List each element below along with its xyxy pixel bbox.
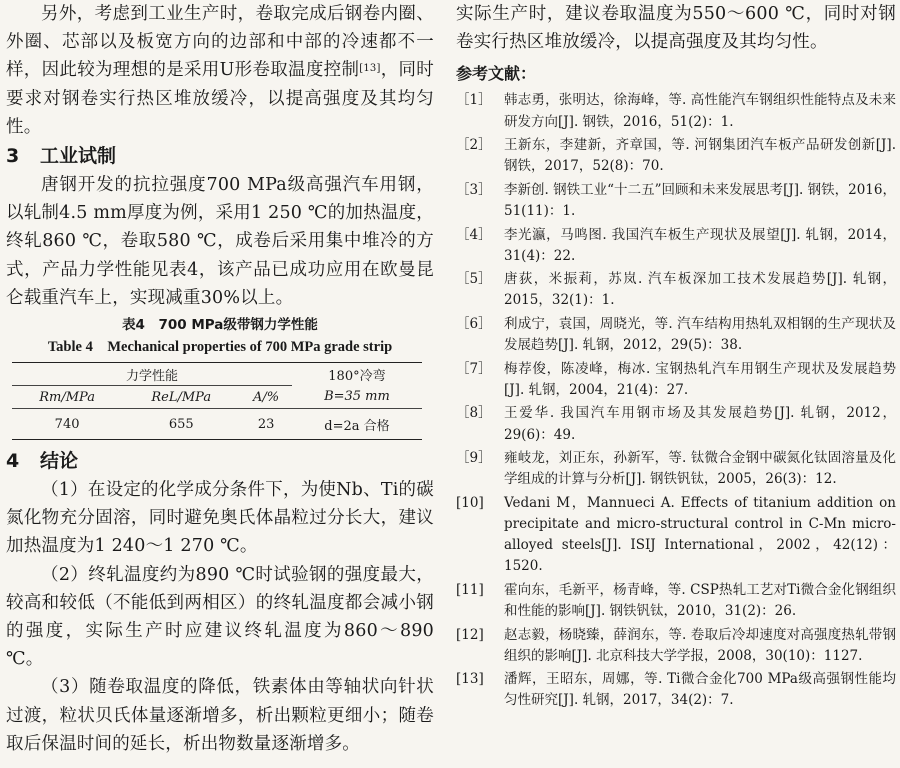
table-caption-zh: 表4 700 MPa级带钢力学性能 xyxy=(122,317,318,334)
reference-text: 唐荻，米振莉，苏岚. 汽车板深加工技术发展趋势[J]. 轧钢，2015，32(1)：1. xyxy=(504,271,896,309)
reference-item xyxy=(456,225,896,267)
reference-item xyxy=(456,669,896,711)
reference-number: [13] xyxy=(456,671,484,688)
reference-text: 潘辉，王昭东，周娜，等. Ti微合金化700 MPa级高强钢性能均匀性研究[J]. 轧钢，2017，34(2)：7. xyxy=(504,671,896,709)
mechanical-properties-table xyxy=(12,362,422,440)
reference-number: ［9］ xyxy=(456,450,492,467)
reference-text: 韩志勇，张明达，徐海峰，等. 高性能汽车钢组织性能特点及未来研发方向[J]. 钢铁，2016，51(2)：1. xyxy=(504,92,896,130)
reference-item xyxy=(456,403,896,445)
left-column xyxy=(6,0,434,758)
intro-text: 另外，考虑到工业生产时，卷取完成后钢卷内圈、外圈、芯部以及板宽方向的边部和中部的冷速都不一样，因此较为理想的是采用U形卷取温度控制 xyxy=(6,4,434,81)
right-column xyxy=(456,0,896,714)
reference-item xyxy=(456,314,896,356)
section-4-heading xyxy=(6,446,434,476)
references-title: 参考文献： xyxy=(456,64,537,84)
a-value: 23 xyxy=(240,409,292,440)
reference-item xyxy=(456,580,896,622)
bend-header-cell: 180°冷弯 xyxy=(292,363,422,386)
continuation-paragraph: 实际生产时，建议卷取温度为550～600 ℃，同时对钢卷实行热区堆放缓冷，以提高强度及其均匀性。 xyxy=(456,4,896,53)
reference-item xyxy=(456,135,896,177)
intro-text-end: ，同时要求对钢卷实行热区堆放缓冷，以提高强度及其均匀性。 xyxy=(6,60,434,137)
section-title: 结论 xyxy=(40,450,79,473)
conclusion-2: （2）终轧温度约为890 ℃时试验钢的强度最大，较高和较低（不能低到两相区）的终轧温度都会减小钢的强度，实际生产时应建议终轧温度为860～890 ℃。 xyxy=(6,564,434,670)
reference-text: 雍岐龙，刘正东，孙新军，等. 钛微合金钢中碳氮化钛固溶量及化学组成的计算与分析[J]. 钢铁钒钛，2005，26(3)：12. xyxy=(504,450,896,488)
reference-text: 梅荐俊，陈凌峰，梅冰. 宝钢热轧汽车用钢生产现状及发展趋势[J]. 轧钢，2004，21(4)：27. xyxy=(504,360,896,398)
reference-number: ［8］ xyxy=(456,405,492,422)
section-title: 工业试制 xyxy=(40,145,117,168)
reference-item xyxy=(456,180,896,222)
group-header-cell: 力学性能 xyxy=(12,363,292,386)
reference-number: ［5］ xyxy=(456,271,492,288)
reference-number: ［7］ xyxy=(456,360,492,377)
references-list xyxy=(456,90,896,711)
reference-text: 赵志毅，杨晓臻，薛润东，等. 卷取后冷却速度对高强度热轧带钢组织的影响[J]. 北京科技大学学报，2008，30(10)：1127. xyxy=(504,626,896,664)
col-rm-cell: Rm/MPa xyxy=(12,386,122,409)
reference-item xyxy=(456,269,896,311)
col-b-cell: B=35 mm xyxy=(292,386,422,409)
col-a-cell: A/% xyxy=(240,386,292,409)
reference-number: ［3］ xyxy=(456,181,492,198)
reference-text: 王爱华. 我国汽车用钢市场及其发展趋势[J]. 轧钢，2012，29(6)：49. xyxy=(504,405,896,443)
reference-item xyxy=(456,493,896,578)
table-row xyxy=(12,409,422,440)
section-number: 4 xyxy=(6,450,20,473)
reference-item xyxy=(456,625,896,667)
table-subheader-row xyxy=(12,386,422,409)
conclusion-1: （1）在设定的化学成分条件下，为使Nb、Ti的碳氮化物充分固溶，同时避免奥氏体晶粒过分长大，建议加热温度为1 240～1 270 ℃。 xyxy=(6,480,434,557)
reference-text: 利成宁，袁国，周晓光，等. 汽车结构用热轧双相钢的生产现状及发展趋势[J]. 轧钢，2012，29(5)：38. xyxy=(504,315,896,354)
reference-number: ［6］ xyxy=(456,315,492,332)
rm-value: 740 xyxy=(12,409,122,440)
reference-number: [10] xyxy=(456,494,484,511)
reference-number: [11] xyxy=(456,581,484,598)
table-header-row xyxy=(12,363,422,386)
table-caption-en: Table 4 Mechanical properties of 700 MPa grade strip xyxy=(47,339,393,356)
reference-item xyxy=(456,359,896,401)
reference-text: 李光瀛，马鸣图. 我国汽车板生产现状及展望[J]. 轧钢，2014，31(4)：22. xyxy=(504,226,896,264)
reference-number: ［2］ xyxy=(456,137,492,154)
reference-text: Vedani M，Mannueci A. Effects of titanium addition on precipitate and micro-structural control in C-Mn micro-alloyed steels[J]. ISIJ International，2002，42(12)：1520. xyxy=(504,494,896,575)
reference-number: ［4］ xyxy=(456,226,492,243)
reference-item xyxy=(456,90,896,132)
section-number: 3 xyxy=(6,145,20,168)
intro-paragraph xyxy=(6,0,434,141)
section-3-heading xyxy=(6,141,434,171)
section-3-paragraph: 唐钢开发的抗拉强度700 MPa级高强汽车用钢，以轧制4.5 mm厚度为例，采用1 250 ℃的加热温度，终轧860 ℃，卷取580 ℃，成卷后采用集中堆冷的方式，产品力学性能见表4，该产品已成功应用在欧曼昆仑载重汽车上，实现减重30%以上。 xyxy=(6,175,434,308)
citation-marker[interactable]: [13] xyxy=(359,63,381,75)
reference-number: [12] xyxy=(456,626,484,643)
reference-text: 霍向东，毛新平，杨青峰，等. CSP热轧工艺对Ti微合金化钢组织和性能的影响[J]. 钢铁钒钛，2010，31(2)：26. xyxy=(504,581,896,620)
rel-value: 655 xyxy=(122,409,240,440)
reference-number: ［1］ xyxy=(456,92,492,109)
reference-text: 王新东，李建新，齐章国，等. 河钢集团汽车板产品研发创新[J]. 钢铁，2017，52(8)：70. xyxy=(504,137,896,175)
conclusion-3: （3）随卷取温度的降低，铁素体由等轴状向针状过渡，粒状贝氏体量逐渐增多，析出颗粒更细小；随卷取后保温时间的延长，析出物数量逐渐增多。 xyxy=(6,677,434,754)
bend-value: d=2a 合格 xyxy=(292,409,422,440)
col-rel-cell: ReL/MPa xyxy=(122,386,240,409)
reference-item xyxy=(456,448,896,490)
reference-text: 李新创. 钢铁工业“十二五”回顾和未来发展思考[J]. 钢铁，2016，51(11)：1. xyxy=(504,181,896,220)
